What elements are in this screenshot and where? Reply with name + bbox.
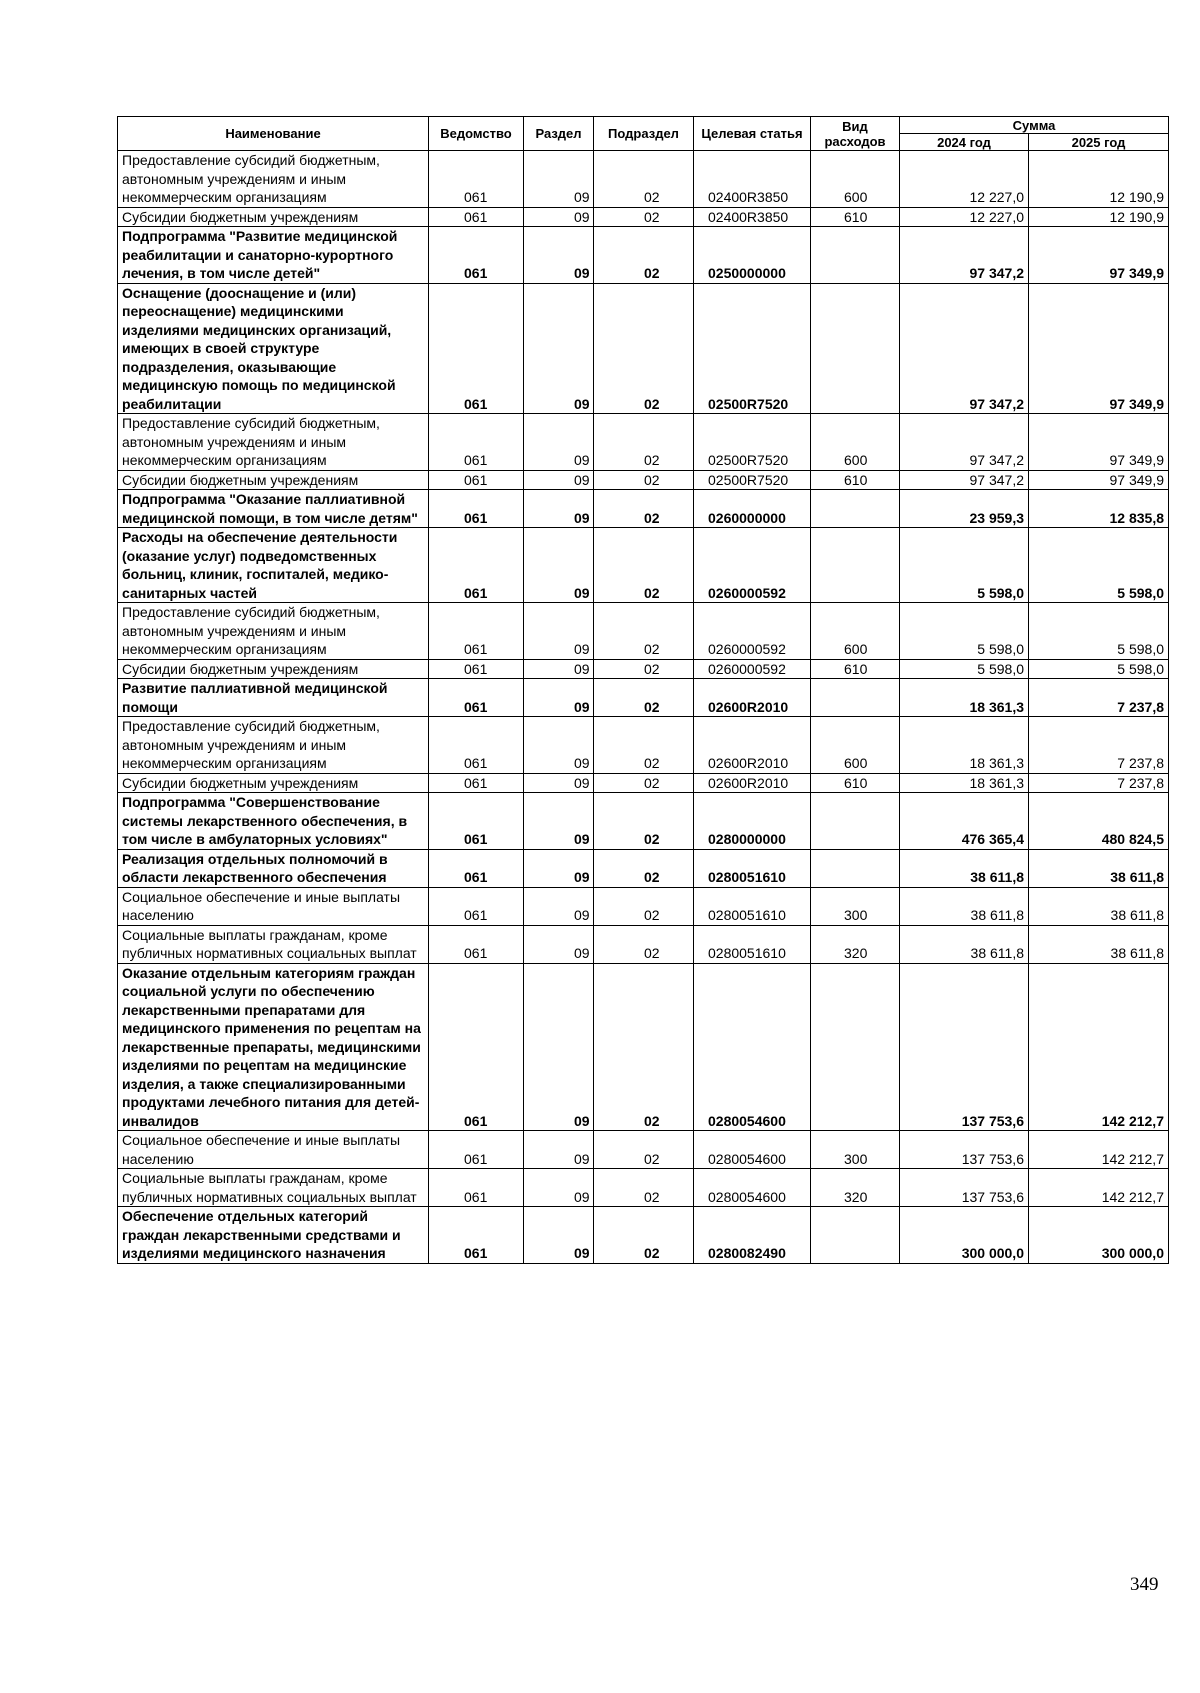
table-body — [118, 151, 1169, 1264]
cell-name: Субсидии бюджетным учреждениям — [118, 470, 429, 490]
cell-sum-2025: 142 212,7 — [1029, 1169, 1169, 1207]
cell-sum-2025: 38 611,8 — [1029, 887, 1169, 925]
budget-table — [117, 116, 1169, 1264]
cell-name: Социальные выплаты гражданам, кроме публичных нормативных социальных выплат — [118, 925, 429, 963]
cell-razdel: 09 — [524, 603, 594, 660]
cell-sum-2025: 142 212,7 — [1029, 963, 1169, 1131]
cell-vedomstvo: 061 — [429, 963, 524, 1131]
cell-celevaya-statya: 0280054600 — [694, 963, 811, 1131]
cell-sum-2025: 5 598,0 — [1029, 528, 1169, 603]
cell-vedomstvo: 061 — [429, 773, 524, 793]
cell-podrazdel: 02 — [594, 849, 694, 887]
cell-podrazdel: 02 — [594, 1131, 694, 1169]
cell-celevaya-statya: 0280082490 — [694, 1207, 811, 1264]
cell-name: Подпрограмма "Оказание паллиативной медицинской помощи, в том числе детям" — [118, 490, 429, 528]
table-row — [118, 717, 1169, 774]
cell-sum-2024: 97 347,2 — [900, 227, 1029, 284]
cell-celevaya-statya: 02600R2010 — [694, 717, 811, 774]
cell-name: Подпрограмма "Развитие медицинской реабилитации и санаторно-курортного лечения, в том числе детей" — [118, 227, 429, 284]
cell-celevaya-statya: 0260000592 — [694, 528, 811, 603]
cell-vedomstvo: 061 — [429, 490, 524, 528]
cell-vid-rashodov — [811, 227, 900, 284]
cell-vid-rashodov: 320 — [811, 1169, 900, 1207]
table-row — [118, 887, 1169, 925]
cell-sum-2025: 480 824,5 — [1029, 793, 1169, 850]
cell-razdel: 09 — [524, 659, 594, 679]
cell-vid-rashodov — [811, 679, 900, 717]
cell-vid-rashodov: 610 — [811, 470, 900, 490]
cell-sum-2024: 12 227,0 — [900, 151, 1029, 208]
cell-vid-rashodov: 300 — [811, 1131, 900, 1169]
cell-sum-2024: 97 347,2 — [900, 414, 1029, 471]
table-row — [118, 283, 1169, 414]
cell-celevaya-statya: 02600R2010 — [694, 679, 811, 717]
table-row — [118, 963, 1169, 1131]
cell-name: Социальное обеспечение и иные выплаты населению — [118, 1131, 429, 1169]
cell-sum-2024: 300 000,0 — [900, 1207, 1029, 1264]
cell-sum-2024: 18 361,3 — [900, 679, 1029, 717]
cell-vedomstvo: 061 — [429, 887, 524, 925]
cell-name: Социальное обеспечение и иные выплаты населению — [118, 887, 429, 925]
cell-podrazdel: 02 — [594, 227, 694, 284]
cell-celevaya-statya: 02500R7520 — [694, 283, 811, 414]
cell-razdel: 09 — [524, 1131, 594, 1169]
cell-vid-rashodov — [811, 849, 900, 887]
table-row — [118, 679, 1169, 717]
cell-sum-2024: 38 611,8 — [900, 849, 1029, 887]
cell-vedomstvo: 061 — [429, 793, 524, 850]
cell-sum-2025: 12 190,9 — [1029, 151, 1169, 208]
cell-celevaya-statya: 02400R3850 — [694, 207, 811, 227]
cell-celevaya-statya: 02600R2010 — [694, 773, 811, 793]
cell-vedomstvo: 061 — [429, 207, 524, 227]
cell-vid-rashodov — [811, 283, 900, 414]
cell-razdel: 09 — [524, 925, 594, 963]
cell-celevaya-statya: 0280051610 — [694, 925, 811, 963]
cell-name: Субсидии бюджетным учреждениям — [118, 207, 429, 227]
cell-celevaya-statya: 0280051610 — [694, 887, 811, 925]
cell-razdel: 09 — [524, 793, 594, 850]
cell-podrazdel: 02 — [594, 1169, 694, 1207]
cell-vid-rashodov: 320 — [811, 925, 900, 963]
cell-razdel: 09 — [524, 1169, 594, 1207]
cell-sum-2024: 97 347,2 — [900, 470, 1029, 490]
cell-vid-rashodov — [811, 963, 900, 1131]
cell-name: Предоставление субсидий бюджетным, автономным учреждениям и иным некоммерческим организациям — [118, 414, 429, 471]
cell-podrazdel: 02 — [594, 1207, 694, 1264]
cell-razdel: 09 — [524, 1207, 594, 1264]
cell-sum-2024: 12 227,0 — [900, 207, 1029, 227]
cell-podrazdel: 02 — [594, 470, 694, 490]
cell-podrazdel: 02 — [594, 528, 694, 603]
table-row — [118, 1169, 1169, 1207]
cell-podrazdel: 02 — [594, 207, 694, 227]
cell-name: Расходы на обеспечение деятельности (оказание услуг) подведомственных больниц, клиник, госпиталей, медико-санитарных частей — [118, 528, 429, 603]
table-row — [118, 603, 1169, 660]
cell-sum-2024: 38 611,8 — [900, 887, 1029, 925]
cell-celevaya-statya: 0260000592 — [694, 659, 811, 679]
cell-sum-2025: 5 598,0 — [1029, 603, 1169, 660]
cell-vid-rashodov: 610 — [811, 659, 900, 679]
cell-razdel: 09 — [524, 207, 594, 227]
cell-vid-rashodov: 300 — [811, 887, 900, 925]
cell-name: Развитие паллиативной медицинской помощи — [118, 679, 429, 717]
cell-vedomstvo: 061 — [429, 227, 524, 284]
cell-podrazdel: 02 — [594, 793, 694, 850]
cell-vedomstvo: 061 — [429, 679, 524, 717]
cell-vid-rashodov — [811, 528, 900, 603]
cell-vedomstvo: 061 — [429, 1131, 524, 1169]
cell-vedomstvo: 061 — [429, 1207, 524, 1264]
cell-vedomstvo: 061 — [429, 717, 524, 774]
cell-sum-2025: 7 237,8 — [1029, 773, 1169, 793]
cell-celevaya-statya: 0280054600 — [694, 1169, 811, 1207]
table-row — [118, 1131, 1169, 1169]
table-row — [118, 151, 1169, 208]
table-row — [118, 207, 1169, 227]
header-year-2025: 2025 год — [1029, 134, 1169, 151]
cell-name: Субсидии бюджетным учреждениям — [118, 659, 429, 679]
header-vid-rashodov: Вид расходов — [811, 117, 900, 151]
cell-razdel: 09 — [524, 528, 594, 603]
cell-celevaya-statya: 0280000000 — [694, 793, 811, 850]
cell-razdel: 09 — [524, 470, 594, 490]
cell-vid-rashodov: 610 — [811, 207, 900, 227]
cell-sum-2025: 7 237,8 — [1029, 717, 1169, 774]
cell-podrazdel: 02 — [594, 490, 694, 528]
cell-celevaya-statya: 02500R7520 — [694, 470, 811, 490]
cell-name: Предоставление субсидий бюджетным, автономным учреждениям и иным некоммерческим организациям — [118, 603, 429, 660]
cell-sum-2025: 97 349,9 — [1029, 414, 1169, 471]
cell-name: Обеспечение отдельных категорий граждан лекарственными средствами и изделиями медицинского назначения — [118, 1207, 429, 1264]
cell-name: Реализация отдельных полномочий в области лекарственного обеспечения — [118, 849, 429, 887]
cell-sum-2024: 137 753,6 — [900, 963, 1029, 1131]
cell-celevaya-statya: 0250000000 — [694, 227, 811, 284]
table-row — [118, 659, 1169, 679]
header-vedomstvo: Ведомство — [429, 117, 524, 151]
cell-vid-rashodov: 600 — [811, 151, 900, 208]
cell-sum-2024: 5 598,0 — [900, 659, 1029, 679]
cell-vedomstvo: 061 — [429, 659, 524, 679]
cell-sum-2025: 300 000,0 — [1029, 1207, 1169, 1264]
header-razdel: Раздел — [524, 117, 594, 151]
cell-podrazdel: 02 — [594, 151, 694, 208]
cell-sum-2025: 38 611,8 — [1029, 925, 1169, 963]
cell-vedomstvo: 061 — [429, 470, 524, 490]
cell-sum-2025: 7 237,8 — [1029, 679, 1169, 717]
cell-vedomstvo: 061 — [429, 1169, 524, 1207]
cell-sum-2024: 18 361,3 — [900, 717, 1029, 774]
page-number: 349 — [1130, 1574, 1159, 1595]
cell-name: Социальные выплаты гражданам, кроме публичных нормативных социальных выплат — [118, 1169, 429, 1207]
cell-name: Оказание отдельным категориям граждан социальной услуги по обеспечению лекарственными препаратами для медицинского применения по рецептам на лекарственные препараты, медицинскими изделиями по рецептам на медицинские изделия, а также специализированными продуктами лечебного питания для детей-инвалидов — [118, 963, 429, 1131]
cell-podrazdel: 02 — [594, 679, 694, 717]
cell-vid-rashodov: 610 — [811, 773, 900, 793]
cell-sum-2025: 142 212,7 — [1029, 1131, 1169, 1169]
cell-podrazdel: 02 — [594, 414, 694, 471]
table-row — [118, 528, 1169, 603]
cell-vid-rashodov: 600 — [811, 603, 900, 660]
table-row — [118, 227, 1169, 284]
cell-sum-2024: 137 753,6 — [900, 1131, 1029, 1169]
cell-name: Предоставление субсидий бюджетным, автономным учреждениям и иным некоммерческим организациям — [118, 717, 429, 774]
cell-podrazdel: 02 — [594, 283, 694, 414]
table-row — [118, 925, 1169, 963]
cell-podrazdel: 02 — [594, 603, 694, 660]
header-name: Наименование — [118, 117, 429, 151]
header-summa: Сумма — [900, 117, 1169, 134]
table-row — [118, 849, 1169, 887]
cell-sum-2025: 12 190,9 — [1029, 207, 1169, 227]
cell-sum-2024: 18 361,3 — [900, 773, 1029, 793]
cell-name: Субсидии бюджетным учреждениям — [118, 773, 429, 793]
cell-podrazdel: 02 — [594, 887, 694, 925]
cell-razdel: 09 — [524, 773, 594, 793]
table-row — [118, 414, 1169, 471]
cell-celevaya-statya: 02500R7520 — [694, 414, 811, 471]
cell-razdel: 09 — [524, 963, 594, 1131]
cell-sum-2025: 97 349,9 — [1029, 227, 1169, 284]
cell-podrazdel: 02 — [594, 659, 694, 679]
table-row — [118, 490, 1169, 528]
cell-sum-2024: 97 347,2 — [900, 283, 1029, 414]
cell-podrazdel: 02 — [594, 773, 694, 793]
cell-razdel: 09 — [524, 283, 594, 414]
cell-razdel: 09 — [524, 717, 594, 774]
cell-name: Предоставление субсидий бюджетным, автономным учреждениям и иным некоммерческим организациям — [118, 151, 429, 208]
header-podrazdel: Подраздел — [594, 117, 694, 151]
cell-name: Подпрограмма "Совершенствование системы лекарственного обеспечения, в том числе в амбулаторных условиях" — [118, 793, 429, 850]
cell-razdel: 09 — [524, 887, 594, 925]
cell-vedomstvo: 061 — [429, 151, 524, 208]
cell-celevaya-statya: 0280054600 — [694, 1131, 811, 1169]
cell-vid-rashodov — [811, 793, 900, 850]
cell-sum-2024: 5 598,0 — [900, 528, 1029, 603]
cell-sum-2024: 5 598,0 — [900, 603, 1029, 660]
cell-razdel: 09 — [524, 151, 594, 208]
cell-razdel: 09 — [524, 849, 594, 887]
cell-vedomstvo: 061 — [429, 603, 524, 660]
cell-podrazdel: 02 — [594, 963, 694, 1131]
cell-podrazdel: 02 — [594, 925, 694, 963]
table-row — [118, 773, 1169, 793]
cell-razdel: 09 — [524, 227, 594, 284]
table-row — [118, 470, 1169, 490]
cell-podrazdel: 02 — [594, 717, 694, 774]
cell-vedomstvo: 061 — [429, 925, 524, 963]
cell-vid-rashodov — [811, 490, 900, 528]
cell-sum-2024: 23 959,3 — [900, 490, 1029, 528]
cell-celevaya-statya: 0260000592 — [694, 603, 811, 660]
cell-name: Оснащение (дооснащение и (или) переоснащение) медицинскими изделиями медицинских организаций, имеющих в своей структуре подразделения, оказывающие медицинскую помощь по медицинской реабилитации — [118, 283, 429, 414]
table-row — [118, 1207, 1169, 1264]
cell-sum-2025: 5 598,0 — [1029, 659, 1169, 679]
cell-razdel: 09 — [524, 414, 594, 471]
cell-vedomstvo: 061 — [429, 414, 524, 471]
table-row — [118, 793, 1169, 850]
cell-razdel: 09 — [524, 490, 594, 528]
cell-razdel: 09 — [524, 679, 594, 717]
header-year-2024: 2024 год — [900, 134, 1029, 151]
cell-sum-2025: 12 835,8 — [1029, 490, 1169, 528]
cell-vedomstvo: 061 — [429, 528, 524, 603]
cell-vid-rashodov: 600 — [811, 414, 900, 471]
cell-celevaya-statya: 0280051610 — [694, 849, 811, 887]
cell-sum-2024: 137 753,6 — [900, 1169, 1029, 1207]
cell-vedomstvo: 061 — [429, 283, 524, 414]
header-celevaya-statya: Целевая статья — [694, 117, 811, 151]
cell-sum-2025: 38 611,8 — [1029, 849, 1169, 887]
cell-sum-2025: 97 349,9 — [1029, 283, 1169, 414]
cell-celevaya-statya: 0260000000 — [694, 490, 811, 528]
cell-sum-2025: 97 349,9 — [1029, 470, 1169, 490]
cell-vid-rashodov — [811, 1207, 900, 1264]
cell-celevaya-statya: 02400R3850 — [694, 151, 811, 208]
cell-vedomstvo: 061 — [429, 849, 524, 887]
cell-vid-rashodov: 600 — [811, 717, 900, 774]
cell-sum-2024: 38 611,8 — [900, 925, 1029, 963]
cell-sum-2024: 476 365,4 — [900, 793, 1029, 850]
